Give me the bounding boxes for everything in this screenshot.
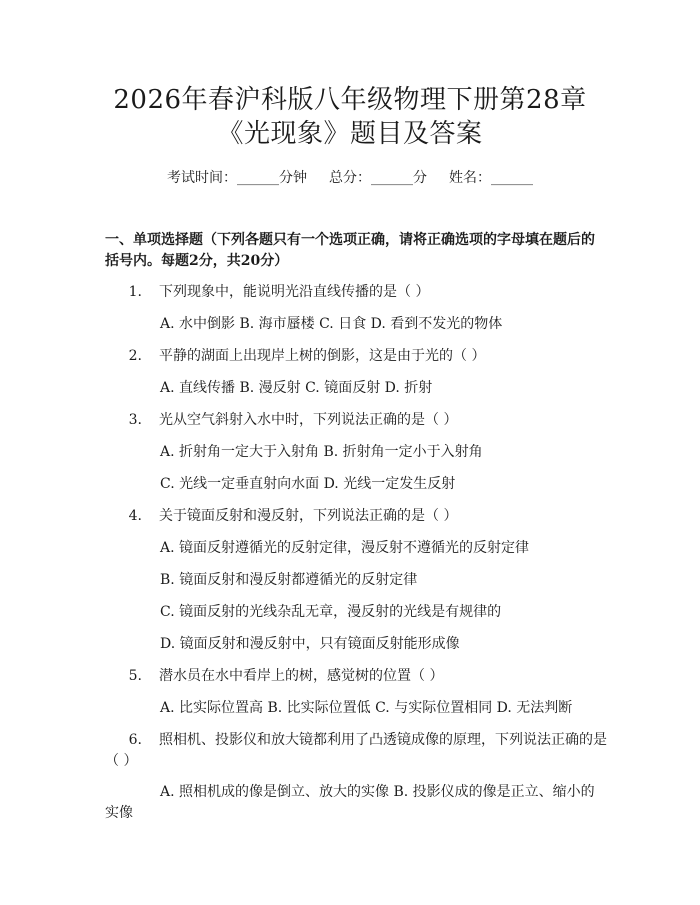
question-option: A. 直线传播 B. 漫反射 C. 镜面反射 D. 折射 (160, 380, 433, 396)
question-text: 潜水员在水中看岸上的树，感觉树的位置（ ） (159, 668, 444, 684)
question-option: D. 镜面反射和漫反射中，只有镜面反射能形成像 (160, 636, 460, 652)
question-option: A. 照相机成的像是倒立、放大的实像 B. 投影仪成的像是正立、缩小的 (160, 784, 595, 800)
question-text-continued: （ ） (105, 753, 138, 769)
question-text: 关于镜面反射和漫反射，下列说法正确的是（ ） (159, 508, 458, 524)
section-heading-line2: 括号内。每题2分，共20分） (105, 253, 289, 269)
question-number: 6. (128, 732, 142, 748)
question-number: 5. (128, 668, 142, 684)
question-number: 1. (128, 284, 142, 300)
question-option: A. 镜面反射遵循光的反射定律，漫反射不遵循光的反射定律 (160, 540, 530, 556)
question-option: B. 镜面反射和漫反射都遵循光的反射定律 (160, 572, 418, 588)
student-name-field: 姓名：______ (449, 170, 533, 186)
exam-meta (0, 168, 700, 188)
question-option: A. 比实际位置高 B. 比实际位置低 C. 与实际位置相同 D. 无法判断 (160, 700, 573, 716)
question-option: A. 水中倒影 B. 海市蜃楼 C. 日食 D. 看到不发光的物体 (160, 316, 503, 332)
question-text: 平静的湖面上出现岸上树的倒影，这是由于光的（ ） (159, 348, 486, 364)
exam-title-line2: 《光现象》题目及答案 (217, 119, 483, 149)
question-option: C. 镜面反射的光线杂乱无章，漫反射的光线是有规律的 (160, 604, 502, 620)
question-number: 3. (128, 412, 142, 428)
total-score-field: 总分：______分 (329, 170, 427, 186)
exam-title-line1: 2026年春沪科版八年级物理下册第28章 (113, 85, 587, 115)
section-heading-line1: 一、单项选择题（下列各题只有一个选项正确，请将正确选项的字母填在题后的 (105, 232, 595, 248)
exam-time-field: 考试时间：______分钟 (167, 170, 307, 186)
question-option-continued: 实像 (105, 805, 133, 821)
question-option: C. 光线一定垂直射向水面 D. 光线一定发生反射 (160, 476, 456, 492)
question-number: 2. (128, 348, 142, 364)
question-number: 4. (128, 508, 142, 524)
question-text: 照相机、投影仪和放大镜都利用了凸透镜成像的原理，下列说法正确的是 (159, 732, 607, 748)
question-text: 下列现象中，能说明光沿直线传播的是（ ） (159, 284, 430, 300)
question-option: A. 折射角一定大于入射角 B. 折射角一定小于入射角 (160, 444, 483, 460)
question-text: 光从空气斜射入水中时，下列说法正确的是（ ） (159, 412, 458, 428)
